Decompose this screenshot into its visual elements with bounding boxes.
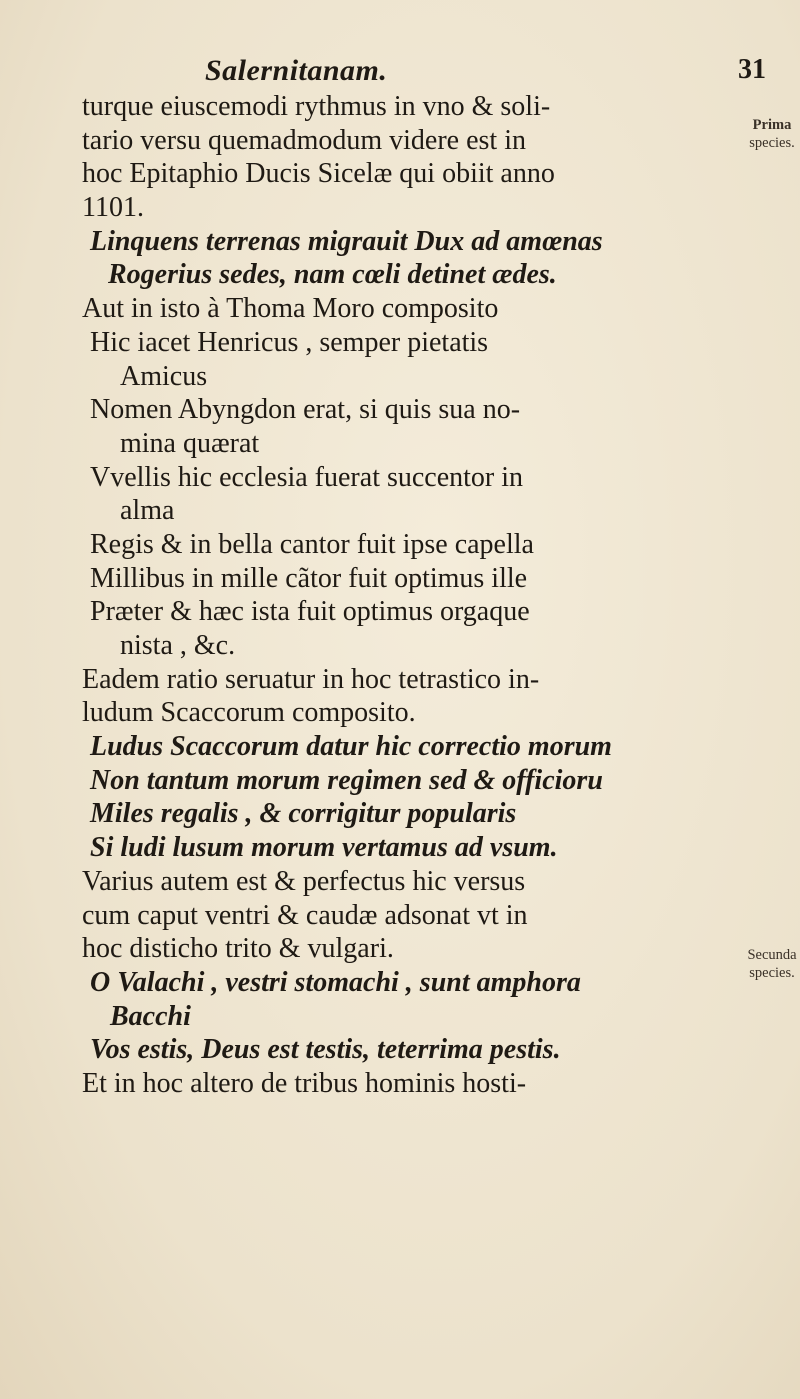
- page-header: [0, 54, 800, 90]
- verse-line: Bacchi: [110, 1001, 191, 1032]
- verse-line: nista , &c.: [120, 630, 236, 661]
- text-line: cum caput ventri & caudæ adsonat vt in: [82, 900, 528, 931]
- text-line: tario versu quemadmodum videre est in: [82, 125, 526, 156]
- verse-line: Regis & in bella cantor fuit ipse capella: [90, 529, 534, 560]
- verse-line: Linquens terrenas migrauit Dux ad amœnas: [90, 226, 603, 257]
- page-number: 31: [738, 54, 766, 85]
- verse-line: Vos estis, Deus est testis, teterrima pestis.: [90, 1034, 561, 1065]
- margin-note-prima: [744, 116, 800, 152]
- verse-line: Rogerius sedes, nam cœli detinet ædes.: [108, 259, 557, 290]
- text-line: Varius autem est & perfectus hic versus: [82, 866, 526, 897]
- verse-line: Si ludi lusum morum vertamus ad vsum.: [90, 832, 558, 863]
- verse-line: alma: [120, 495, 175, 526]
- text-line: turque eiuscemodi rythmus in vno & soli-: [82, 91, 551, 122]
- margin-note-secunda: [744, 946, 800, 982]
- verse-line: mina quærat: [120, 428, 260, 459]
- margin-note-label: species.: [749, 965, 795, 981]
- text-line: hoc Epitaphio Ducis Sicelæ qui obiit anno: [82, 158, 555, 189]
- verse-line: Miles regalis , & corrigitur popularis: [90, 798, 517, 829]
- verse-line: Præter & hæc ista fuit optimus orgaque: [90, 596, 530, 627]
- margin-note-label: Secunda: [747, 947, 797, 963]
- text-line: ludum Scaccorum composito.: [82, 697, 416, 728]
- verse-line: Hic iacet Henricus , semper pietatis: [90, 327, 489, 358]
- text-line: Et in hoc altero de tribus hominis hosti-: [82, 1068, 527, 1099]
- verse-line: O Valachi , vestri stomachi , sunt amphora: [90, 967, 581, 998]
- verse-line: Nomen Abyngdon erat, si quis sua no-: [90, 394, 521, 425]
- text-line: hoc disticho trito & vulgari.: [82, 933, 394, 964]
- verse-line: Millibus in mille cãtor fuit optimus ille: [90, 563, 528, 594]
- verse-line: Ludus Scaccorum datur hic correctio morum: [90, 731, 612, 762]
- verse-line: Non tantum morum regimen sed & officioru: [90, 765, 603, 796]
- margin-note-label: species.: [749, 135, 795, 151]
- text-line: 1101.: [82, 192, 144, 223]
- text-line: Aut in isto à Thoma Moro composito: [82, 293, 499, 324]
- verse-line: Vvellis hic ecclesia fuerat succentor in: [90, 462, 524, 493]
- verse-line: Amicus: [120, 361, 208, 392]
- text-line: Eadem ratio seruatur in hoc tetrastico in-: [82, 664, 540, 695]
- margin-note-label: Prima: [752, 117, 792, 133]
- running-title: Salernitanam.: [205, 54, 388, 87]
